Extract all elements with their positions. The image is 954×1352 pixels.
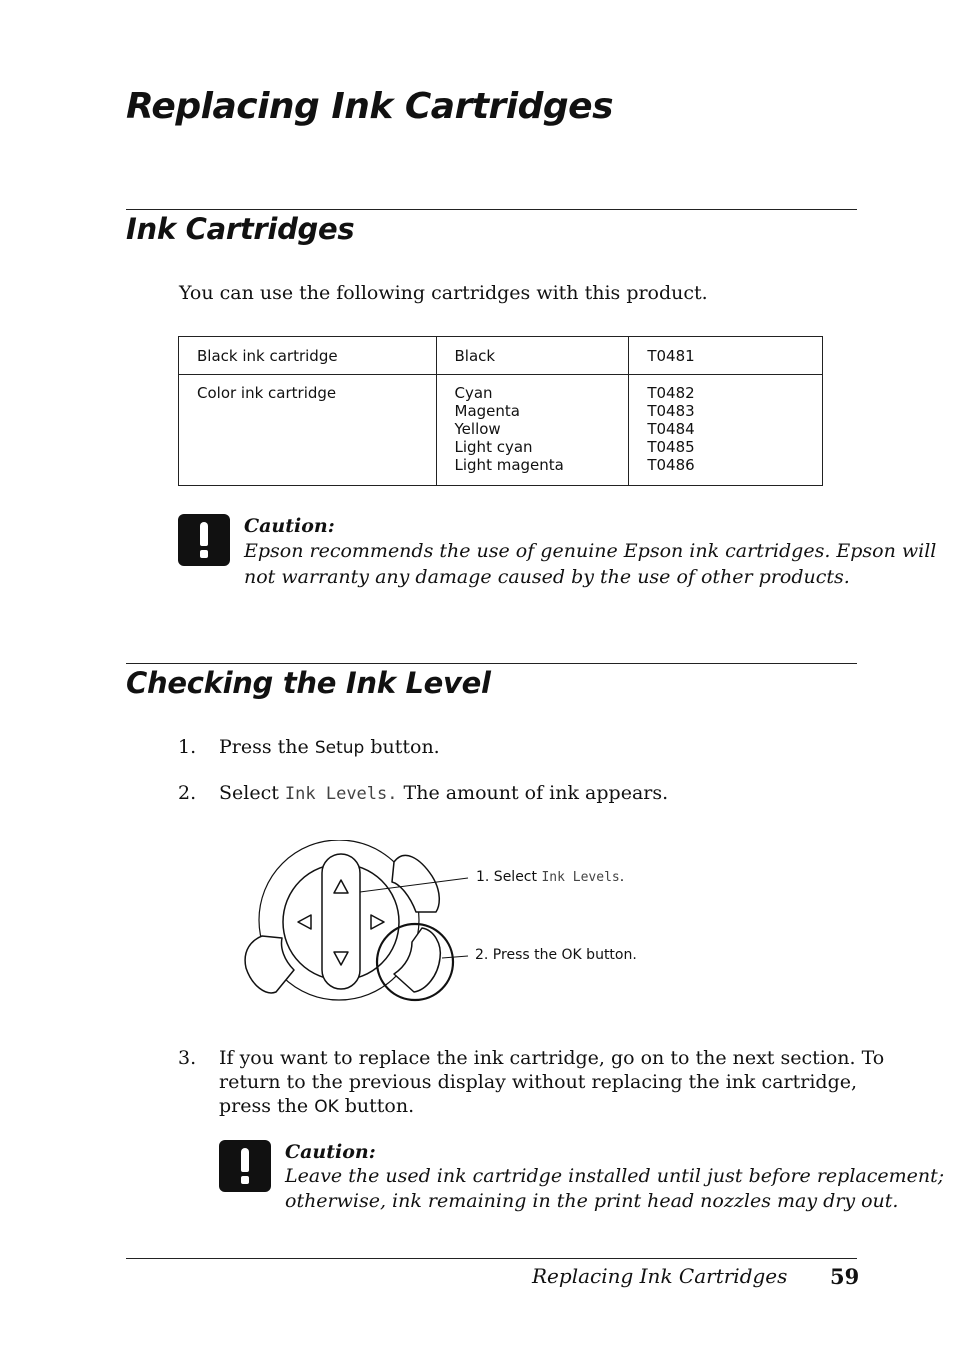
- right-arrow-icon: [371, 915, 384, 929]
- table-row: [179, 375, 823, 486]
- step-number: 3.: [178, 1047, 197, 1069]
- caution-line: Epson recommends the use of genuine Epson ink cartridges. Epson will: [244, 540, 937, 562]
- table-cell: Black: [436, 337, 629, 375]
- color-name: Magenta: [454, 402, 520, 420]
- ink-levels-menu-label: Ink Levels.: [284, 784, 398, 804]
- step-1-text: [219, 735, 440, 760]
- cartridge-code: T0483: [647, 402, 695, 420]
- cartridge-table: [178, 336, 823, 486]
- cartridge-code: T0484: [647, 420, 695, 438]
- left-arrow-icon: [298, 915, 311, 929]
- step-text: return to the previous display without replacing the ink cartridge,: [219, 1071, 858, 1093]
- step-2-text: [219, 781, 668, 806]
- up-down-button: [322, 854, 360, 989]
- page-number: 59: [830, 1264, 860, 1289]
- caution-icon: [178, 514, 230, 566]
- step-3-text: [219, 1046, 884, 1119]
- color-name: Cyan: [454, 384, 493, 402]
- step-text: If you want to replace the ink cartridge, go on to the next section. To: [219, 1047, 885, 1069]
- callout-press-ok: 2. Press the OK button.: [475, 947, 637, 963]
- ink-levels-menu-label: Ink Levels: [541, 870, 620, 885]
- ok-key-label: OK: [314, 1097, 339, 1117]
- section-heading-ink-cartridges: Ink Cartridges: [126, 212, 355, 246]
- step-text: Select: [219, 782, 285, 804]
- section-heading-checking-ink-level: Checking the Ink Level: [126, 666, 491, 700]
- ok-button: [394, 928, 440, 992]
- control-panel-diagram: [236, 840, 476, 1010]
- step-text: press the: [219, 1095, 315, 1117]
- caution-block: [285, 1140, 944, 1214]
- callout-select-ink-levels: [476, 869, 624, 885]
- step-text: button.: [364, 736, 440, 758]
- caution-line: otherwise, ink remaining in the print head nozzles may dry out.: [285, 1190, 899, 1212]
- caution-title: Caution:: [244, 515, 335, 537]
- step-text: Press the: [219, 736, 315, 758]
- caution-line: Leave the used ink cartridge installed until just before replacement;: [285, 1165, 945, 1187]
- step-1: [178, 735, 196, 759]
- setup-key-label: Setup: [314, 738, 365, 758]
- intro-text: You can use the following cartridges with this product.: [179, 282, 708, 304]
- cartridge-code: T0486: [647, 456, 695, 474]
- page-title: Replacing Ink Cartridges: [126, 86, 614, 127]
- table-cell: T0481: [629, 337, 823, 375]
- color-name: Yellow: [454, 420, 501, 438]
- callout-line: [442, 956, 468, 958]
- step-2: [178, 781, 196, 805]
- footer-title: Replacing Ink Cartridges: [532, 1264, 788, 1288]
- caution-block: [244, 514, 936, 590]
- step-number: 2.: [178, 782, 197, 804]
- table-cell: [629, 375, 823, 486]
- table-row: [179, 337, 823, 375]
- color-name: Light magenta: [454, 456, 564, 474]
- step-text: button.: [338, 1095, 415, 1117]
- table-cell: Color ink cartridge: [179, 375, 437, 486]
- footer-rule: [126, 1258, 857, 1259]
- step-text: The amount of ink appears.: [397, 782, 669, 804]
- back-button: [392, 855, 439, 912]
- caution-title: Caution:: [285, 1141, 376, 1163]
- table-cell: Black ink cartridge: [179, 337, 437, 375]
- caution-line: not warranty any damage caused by the use of other products.: [244, 566, 850, 588]
- caution-icon: [219, 1140, 271, 1192]
- section-rule: [126, 209, 857, 210]
- step-number: 1.: [178, 736, 197, 758]
- color-name: Light cyan: [454, 438, 533, 456]
- callout-text: .: [619, 869, 625, 885]
- cartridge-code: T0482: [647, 384, 695, 402]
- step-3: [178, 1046, 196, 1070]
- section-rule: [126, 663, 857, 664]
- callout-text: 1. Select: [476, 869, 542, 885]
- cartridge-code: T0485: [647, 438, 695, 456]
- left-side-button: [245, 936, 294, 993]
- table-cell: [436, 375, 629, 486]
